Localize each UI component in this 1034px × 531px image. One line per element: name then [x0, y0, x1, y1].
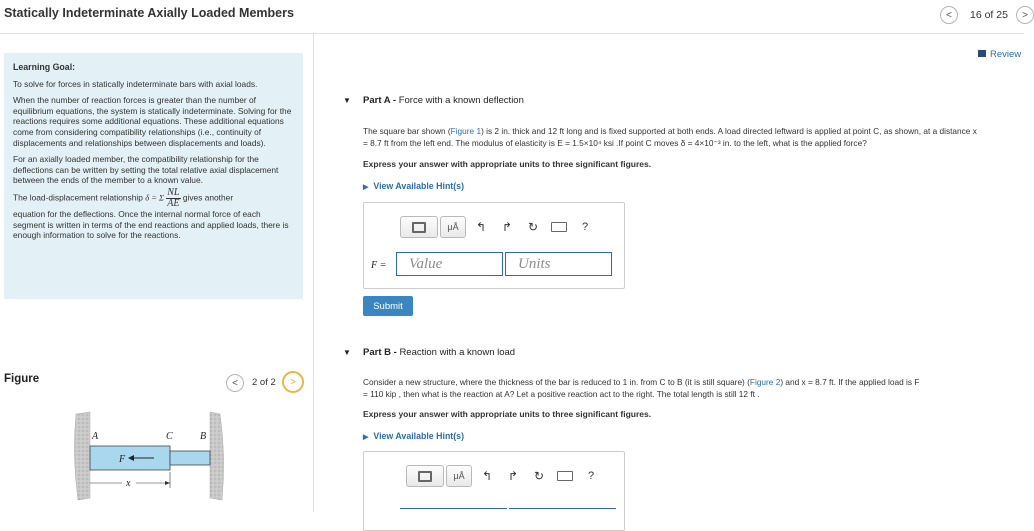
part-a-collapse-icon[interactable]: ▼: [343, 96, 351, 105]
caret-right-icon: ▶: [363, 184, 369, 191]
part-b-instruction: Express your answer with appropriate units to three significant figures.: [363, 409, 652, 419]
redo-icon[interactable]: ↱: [507, 469, 519, 483]
redo-icon[interactable]: ↱: [501, 220, 513, 234]
part-a-toolbar: [400, 216, 598, 238]
part-a-title: [363, 95, 524, 106]
force-label: F: [119, 454, 126, 465]
figure-1-link[interactable]: Figure 1: [450, 126, 482, 136]
point-c-label: C: [166, 431, 173, 442]
figure-2-link[interactable]: Figure 2: [749, 377, 781, 387]
right-wall: [210, 412, 224, 500]
part-b-line1-pre: Consider a new structure, where the thickness of the bar is reduced to 1 in. from C to B (it is still square) (: [363, 377, 750, 387]
reset-icon[interactable]: ↻: [533, 469, 545, 483]
delta-formula: δ = Σ: [145, 193, 164, 203]
point-b-label: B: [200, 431, 207, 442]
keyboard-icon[interactable]: [552, 465, 578, 487]
p4-start: The load-displacement relationship: [13, 192, 146, 203]
review-icon: [978, 50, 986, 57]
value-input-b[interactable]: [400, 508, 507, 529]
template-icon: [412, 222, 426, 233]
bar-segment-cb: [170, 451, 210, 465]
units-input-b[interactable]: [509, 508, 616, 529]
chevron-left-icon: <: [946, 9, 952, 21]
part-a-title-text: Force with a known deflection: [398, 95, 524, 106]
keyboard-icon[interactable]: [546, 216, 572, 238]
figure-next-button[interactable]: [282, 371, 304, 393]
undo-icon[interactable]: ↰: [475, 220, 487, 234]
fraction-denominator: AE: [167, 197, 180, 209]
templates-button[interactable]: [400, 216, 438, 238]
part-a-question-line1: [363, 126, 977, 137]
prev-problem-button[interactable]: [940, 6, 958, 24]
review-label: Review: [990, 49, 1022, 60]
learning-goal-p1: To solve for forces in statically indeterminate bars with axial loads.: [13, 78, 258, 89]
learning-goal-p4: [13, 188, 294, 241]
part-b-toolbar: [406, 465, 604, 487]
learning-goal-p3: For an axially loaded member, the compatibility relationship for the deflections can be written by setting the total relative axial displacement between the ends of the member to a known value.: [13, 154, 279, 186]
submit-button[interactable]: Submit: [363, 296, 413, 316]
next-problem-button[interactable]: [1016, 6, 1034, 24]
part-a-question-line2: = 8.7 ft from the left end. The modulus of elasticity is E = 1.5×10⁴ ksi .If point C moves δ = 4×10⁻³ in. to the left, what is the applied force?: [363, 138, 867, 148]
part-b-answer-box: [363, 451, 625, 531]
part-a-answer-box: [363, 202, 625, 289]
header-divider: [0, 33, 1024, 34]
figure-prev-button[interactable]: [226, 374, 244, 392]
part-a-hints-link[interactable]: [363, 181, 464, 191]
dimension-label: x: [126, 478, 131, 489]
keyboard-shape: [557, 471, 573, 481]
learning-goal-title: Learning Goal:: [13, 62, 76, 72]
reset-icon[interactable]: ↻: [527, 220, 539, 234]
learning-goal-box: [4, 53, 303, 299]
part-b-title: [363, 347, 515, 358]
part-b-hints-link[interactable]: [363, 431, 464, 441]
units-button[interactable]: μÅ: [440, 216, 466, 238]
nl-ae-fraction: [166, 188, 180, 209]
part-b-letter: Part B -: [363, 347, 400, 358]
help-button[interactable]: ?: [581, 221, 589, 233]
bar-figure: [70, 410, 230, 512]
page-title: Statically Indeterminate Axially Loaded Members: [4, 6, 294, 20]
units-button[interactable]: μÅ: [446, 465, 472, 487]
column-divider: [313, 34, 314, 512]
problem-count: 16 of 25: [970, 9, 1008, 21]
chevron-right-icon: >: [290, 376, 296, 388]
part-a-letter: Part A -: [363, 95, 399, 106]
p4-rest: equation for the deflections. Once the internal normal force of each segment is written in terms of the end reactions and applied loads, there is enough information to solve for the reactions.: [13, 208, 289, 241]
fraction-numerator: NL: [167, 186, 180, 198]
units-input[interactable]: Units: [505, 252, 612, 276]
value-input[interactable]: Value: [396, 252, 503, 276]
part-b-collapse-icon[interactable]: ▼: [343, 348, 351, 357]
point-a-label: A: [92, 431, 99, 442]
p4-mid: gives another: [180, 192, 234, 203]
learning-goal-p2: When the number of reaction forces is greater than the number of equilibrium equations, the system is statically indeterminate. Solving for the reactions requires some additional equations. These additional equations come from considering compatibility relationships (i.e., continuity of displacements and relationships between displacements and loads).: [13, 95, 292, 148]
chevron-left-icon: <: [232, 377, 238, 389]
figure-label: Figure: [4, 373, 40, 385]
part-b-hint-label: View Available Hint(s): [373, 431, 464, 441]
part-a-hint-label: View Available Hint(s): [373, 181, 464, 191]
keyboard-shape: [551, 222, 567, 232]
part-a-instruction: Express your answer with appropriate units to three significant figures.: [363, 159, 652, 169]
review-link[interactable]: [978, 49, 1021, 60]
figure-count: 2 of 2: [252, 377, 276, 388]
answer-variable-label: F =: [371, 260, 387, 271]
chevron-right-icon: >: [1022, 9, 1028, 21]
part-b-question-line2: = 110 kip , then what is the reaction at A? Let a positive reaction act to the right. The total length is still 12 ft .: [363, 389, 760, 399]
undo-icon[interactable]: ↰: [481, 469, 493, 483]
part-a-line1-pre: The square bar shown (: [363, 126, 451, 136]
part-b-title-text: Reaction with a known load: [399, 347, 516, 358]
template-icon: [418, 471, 432, 482]
caret-right-icon: ▶: [363, 434, 369, 441]
part-b-line1-post: ) and x = 8.7 ft. If the applied load is F: [780, 377, 920, 387]
left-wall: [74, 412, 90, 500]
help-button[interactable]: ?: [587, 470, 595, 482]
part-b-question-line1: [363, 377, 919, 388]
part-a-line1-post: ) is 2 in. thick and 12 ft long and is fixed supported at both ends. A load directed leftward is applied at point C, as shown, at a distance x: [481, 126, 977, 136]
templates-button[interactable]: [406, 465, 444, 487]
